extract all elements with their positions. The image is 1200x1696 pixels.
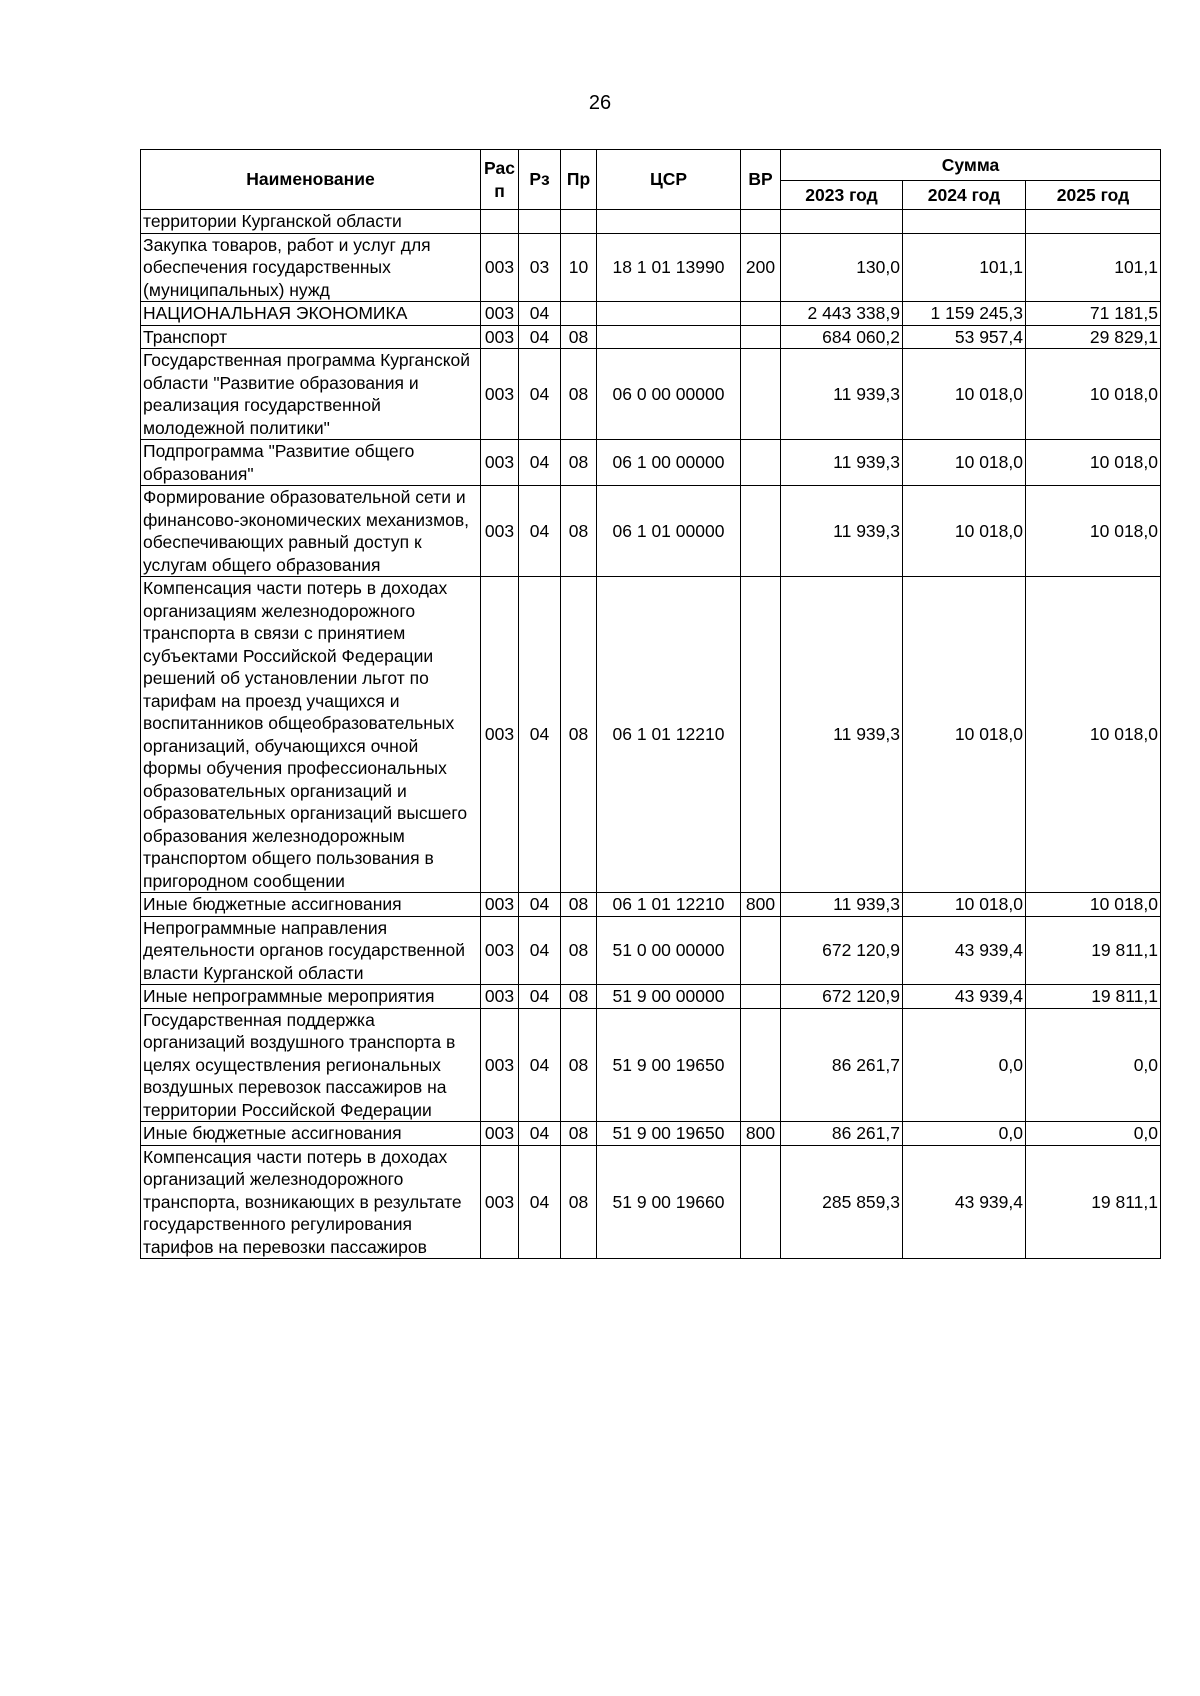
name-cell: Закупка товаров, работ и услуг для обеспечения государственных (муниципальных) нужд (141, 233, 481, 302)
pr-cell: 08 (561, 325, 597, 349)
amount-2024-cell: 10 018,0 (903, 577, 1026, 893)
pr-cell: 08 (561, 440, 597, 486)
pr-cell (561, 210, 597, 234)
amount-2025-cell (1026, 210, 1161, 234)
rasp-cell: 003 (481, 577, 519, 893)
header-name: Наименование (141, 150, 481, 210)
name-cell: НАЦИОНАЛЬНАЯ ЭКОНОМИКА (141, 302, 481, 326)
csr-cell (597, 210, 741, 234)
rz-cell (519, 210, 561, 234)
amount-2023-cell: 2 443 338,9 (781, 302, 903, 326)
vr-cell: 200 (741, 233, 781, 302)
table-body (141, 210, 1161, 1259)
amount-2025-cell: 19 811,1 (1026, 1145, 1161, 1259)
rz-cell: 04 (519, 440, 561, 486)
rasp-cell: 003 (481, 233, 519, 302)
header-summa: Сумма (781, 150, 1161, 181)
table-row (141, 985, 1161, 1009)
table-row (141, 210, 1161, 234)
rasp-cell: 003 (481, 893, 519, 917)
vr-cell (741, 210, 781, 234)
vr-cell: 800 (741, 1122, 781, 1146)
rasp-cell (481, 210, 519, 234)
rasp-cell: 003 (481, 302, 519, 326)
vr-cell (741, 486, 781, 577)
csr-cell: 51 9 00 19650 (597, 1122, 741, 1146)
amount-2025-cell: 10 018,0 (1026, 349, 1161, 440)
name-cell: Государственная программа Курганской области "Развитие образования и реализация государственной молодежной политики" (141, 349, 481, 440)
rasp-cell: 003 (481, 985, 519, 1009)
rz-cell: 04 (519, 325, 561, 349)
amount-2024-cell: 101,1 (903, 233, 1026, 302)
csr-cell (597, 325, 741, 349)
pr-cell: 08 (561, 1122, 597, 1146)
csr-cell: 06 1 00 00000 (597, 440, 741, 486)
name-cell: Иные бюджетные ассигнования (141, 1122, 481, 1146)
amount-2025-cell: 10 018,0 (1026, 440, 1161, 486)
amount-2023-cell: 672 120,9 (781, 916, 903, 985)
rz-cell: 04 (519, 302, 561, 326)
pr-cell: 08 (561, 893, 597, 917)
rasp-cell: 003 (481, 440, 519, 486)
csr-cell: 06 1 01 12210 (597, 893, 741, 917)
amount-2023-cell: 11 939,3 (781, 349, 903, 440)
amount-2024-cell (903, 210, 1026, 234)
budget-table (140, 149, 1161, 1259)
amount-2024-cell: 1 159 245,3 (903, 302, 1026, 326)
amount-2025-cell: 0,0 (1026, 1122, 1161, 1146)
rz-cell: 04 (519, 486, 561, 577)
amount-2024-cell: 10 018,0 (903, 893, 1026, 917)
csr-cell: 06 1 01 12210 (597, 577, 741, 893)
amount-2023-cell: 86 261,7 (781, 1122, 903, 1146)
amount-2024-cell: 43 939,4 (903, 985, 1026, 1009)
amount-2024-cell: 0,0 (903, 1008, 1026, 1122)
pr-cell: 08 (561, 577, 597, 893)
amount-2023-cell: 684 060,2 (781, 325, 903, 349)
header-rz: Рз (519, 150, 561, 210)
amount-2025-cell: 0,0 (1026, 1008, 1161, 1122)
amount-2025-cell: 10 018,0 (1026, 577, 1161, 893)
rz-cell: 04 (519, 1008, 561, 1122)
amount-2023-cell: 11 939,3 (781, 577, 903, 893)
pr-cell: 08 (561, 1008, 597, 1122)
csr-cell: 51 0 00 00000 (597, 916, 741, 985)
rz-cell: 04 (519, 349, 561, 440)
rasp-cell: 003 (481, 916, 519, 985)
amount-2024-cell: 10 018,0 (903, 440, 1026, 486)
rasp-cell: 003 (481, 325, 519, 349)
csr-cell: 51 9 00 19650 (597, 1008, 741, 1122)
rasp-cell: 003 (481, 1122, 519, 1146)
rasp-cell: 003 (481, 1008, 519, 1122)
header-year-2023: 2023 год (781, 181, 903, 210)
amount-2023-cell: 130,0 (781, 233, 903, 302)
table-row (141, 233, 1161, 302)
csr-cell: 51 9 00 00000 (597, 985, 741, 1009)
amount-2025-cell: 71 181,5 (1026, 302, 1161, 326)
vr-cell: 800 (741, 893, 781, 917)
vr-cell (741, 440, 781, 486)
amount-2023-cell: 11 939,3 (781, 486, 903, 577)
vr-cell (741, 325, 781, 349)
name-cell: Иные непрограммные мероприятия (141, 985, 481, 1009)
name-cell: Непрограммные направления деятельности органов государственной власти Курганской области (141, 916, 481, 985)
csr-cell: 06 1 01 00000 (597, 486, 741, 577)
page-number: 26 (588, 92, 612, 114)
vr-cell (741, 302, 781, 326)
amount-2024-cell: 53 957,4 (903, 325, 1026, 349)
amount-2024-cell: 43 939,4 (903, 916, 1026, 985)
vr-cell (741, 985, 781, 1009)
rasp-cell: 003 (481, 486, 519, 577)
table-row (141, 916, 1161, 985)
rz-cell: 03 (519, 233, 561, 302)
header-rasp: Рас п (481, 150, 519, 210)
pr-cell: 08 (561, 1145, 597, 1259)
table-row (141, 440, 1161, 486)
pr-cell: 08 (561, 985, 597, 1009)
vr-cell (741, 916, 781, 985)
amount-2025-cell: 19 811,1 (1026, 985, 1161, 1009)
table-row (141, 349, 1161, 440)
amount-2025-cell: 101,1 (1026, 233, 1161, 302)
name-cell: Иные бюджетные ассигнования (141, 893, 481, 917)
header-vr: ВР (741, 150, 781, 210)
vr-cell (741, 1008, 781, 1122)
table-row (141, 1008, 1161, 1122)
amount-2024-cell: 43 939,4 (903, 1145, 1026, 1259)
amount-2024-cell: 10 018,0 (903, 486, 1026, 577)
amount-2025-cell: 10 018,0 (1026, 893, 1161, 917)
amount-2023-cell: 285 859,3 (781, 1145, 903, 1259)
name-cell: Транспорт (141, 325, 481, 349)
header-csr: ЦСР (597, 150, 741, 210)
name-cell: Подпрограмма "Развитие общего образования" (141, 440, 481, 486)
name-cell: Компенсация части потерь в доходах организациям железнодорожного транспорта в связи с принятием субъектами Российской Федерации решений об установлении льгот по тарифам на проезд учащихся и воспитанников общеобразовательных организаций, обучающихся очной формы обучения профессиональных образовательных организаций и образовательных организаций высшего образования железнодорожным транспортом общего пользования в пригородном сообщении (141, 577, 481, 893)
name-cell: Государственная поддержка организаций воздушного транспорта в целях осуществления региональных воздушных перевозок пассажиров на территории Российской Федерации (141, 1008, 481, 1122)
name-cell: Формирование образовательной сети и финансово-экономических механизмов, обеспечивающих равный доступ к услугам общего образования (141, 486, 481, 577)
rz-cell: 04 (519, 893, 561, 917)
pr-cell: 08 (561, 916, 597, 985)
rz-cell: 04 (519, 916, 561, 985)
rz-cell: 04 (519, 1145, 561, 1259)
pr-cell: 08 (561, 486, 597, 577)
amount-2023-cell (781, 210, 903, 234)
rasp-cell: 003 (481, 1145, 519, 1259)
amount-2025-cell: 29 829,1 (1026, 325, 1161, 349)
header-year-2024: 2024 год (903, 181, 1026, 210)
name-cell: Компенсация части потерь в доходах организаций железнодорожного транспорта, возникающих в результате государственного регулирования тарифов на перевозки пассажиров (141, 1145, 481, 1259)
csr-cell: 18 1 01 13990 (597, 233, 741, 302)
amount-2024-cell: 0,0 (903, 1122, 1026, 1146)
table-row (141, 325, 1161, 349)
csr-cell (597, 302, 741, 326)
csr-cell: 51 9 00 19660 (597, 1145, 741, 1259)
vr-cell (741, 349, 781, 440)
amount-2023-cell: 11 939,3 (781, 440, 903, 486)
amount-2024-cell: 10 018,0 (903, 349, 1026, 440)
table-row (141, 1145, 1161, 1259)
rz-cell: 04 (519, 1122, 561, 1146)
csr-cell: 06 0 00 00000 (597, 349, 741, 440)
amount-2025-cell: 19 811,1 (1026, 916, 1161, 985)
amount-2023-cell: 86 261,7 (781, 1008, 903, 1122)
name-cell: территории Курганской области (141, 210, 481, 234)
table-row (141, 577, 1161, 893)
rasp-cell: 003 (481, 349, 519, 440)
amount-2023-cell: 11 939,3 (781, 893, 903, 917)
table-row (141, 302, 1161, 326)
header-pr: Пр (561, 150, 597, 210)
rz-cell: 04 (519, 577, 561, 893)
pr-cell: 08 (561, 349, 597, 440)
header-year-2025: 2025 год (1026, 181, 1161, 210)
pr-cell: 10 (561, 233, 597, 302)
vr-cell (741, 1145, 781, 1259)
pr-cell (561, 302, 597, 326)
table-row (141, 486, 1161, 577)
amount-2025-cell: 10 018,0 (1026, 486, 1161, 577)
table-row (141, 1122, 1161, 1146)
vr-cell (741, 577, 781, 893)
table-row (141, 893, 1161, 917)
rz-cell: 04 (519, 985, 561, 1009)
amount-2023-cell: 672 120,9 (781, 985, 903, 1009)
